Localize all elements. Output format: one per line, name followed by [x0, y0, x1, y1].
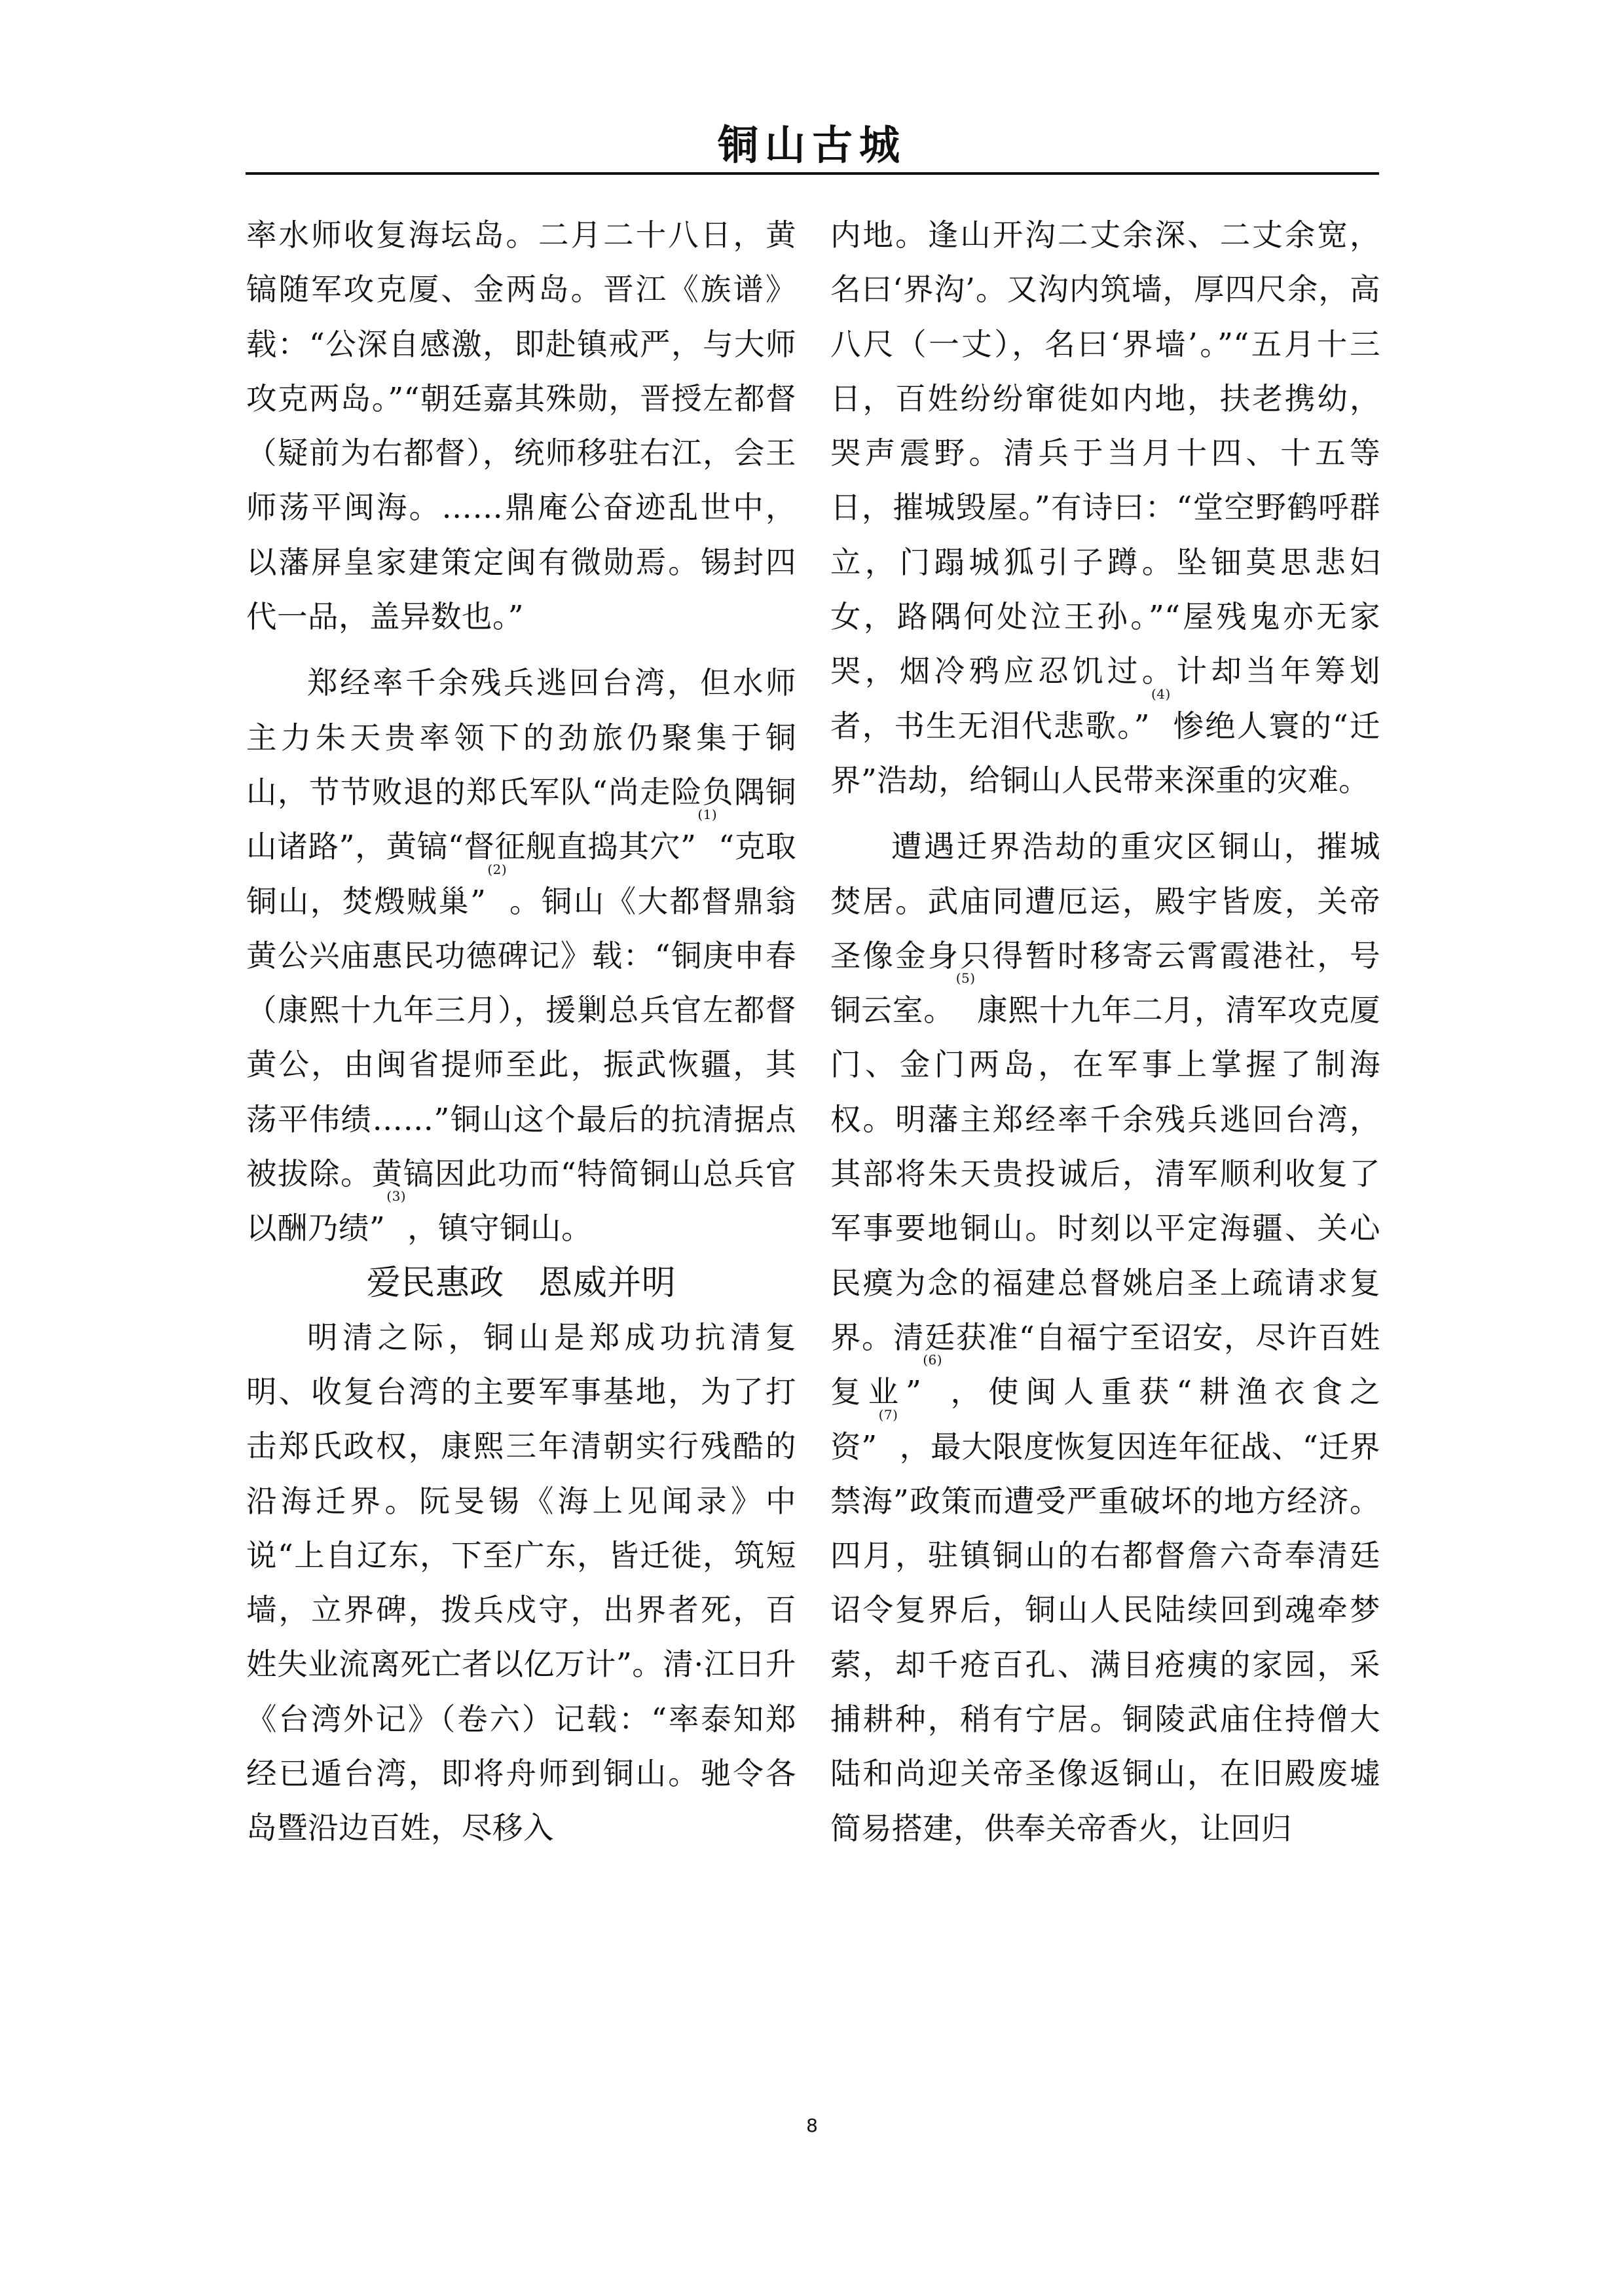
section-heading: 爱民惠政 恩威并明 [366, 1263, 676, 1303]
footnote-ref: (1) [697, 807, 718, 823]
footnote-ref: (3) [386, 1188, 407, 1205]
page-number: 8 [806, 2115, 818, 2136]
text-run: 内地。逢山开沟二丈余深、二丈余宽，名曰‘界沟’。又沟内筑墙，厚四尺余，高八尺（一丈），名曰‘界墙’。”“五月十三日，百姓纷纷窜徙如内地，扶老携幼，哭声震野。清兵于当月十四、十五等日，摧城毁屋。”有诗曰：“堂空野鹤呼群立，门蹋城狐引子蹲。坠钿莫思悲妇女，路隅何处泣王孙。”“屋残鬼亦无家哭，烟冷鸦应忍饥过。计却当年筹划者，书生无泪代悲歌。” [830, 217, 1380, 744]
footnote-ref: (6) [923, 1352, 943, 1368]
paragraph [246, 1311, 796, 1856]
right-column [830, 208, 1380, 1856]
left-column [246, 208, 796, 1856]
paragraph-continued [830, 208, 1380, 808]
text-run: ，使闽人重获“耕渔衣食之资” [830, 1374, 1380, 1465]
header-rule [246, 172, 1379, 175]
footnote-ref: (4) [1151, 685, 1171, 702]
text-run: 康熙十九年二月，清军攻克厦门、金门两岛，在军事上掌握了制海权。明藩主郑经率千余残兵逃回台湾，其部将朱天贵投诚后，清军顺利收复了军事要地铜山。时刻以平定海疆、关心民瘼为念的福建总督姚启圣上疏请求复界。清廷获准“自福宁至诏安，尽许百姓复业” [830, 993, 1381, 1410]
footnote-ref: (2) [487, 861, 507, 877]
text-run: 遭遇迁界浩劫的重灾区铜山，摧城焚居。武庙同遭厄运，殿宇皆废，关帝圣像金身只得暂时移寄云霄霞港社，号铜云室。 [830, 829, 1380, 1029]
footnote-ref: (5) [955, 970, 976, 987]
text-run: ，最大限度恢复因连年征战、“迁界禁海”政策而遭受严重破坏的地方经济。四月，驻镇铜山的右都督詹六奇奉清廷诏令复界后，铜山人民陆续回到魂牵梦萦，却千疮百孔、满目疮痍的家园，采捕耕种，稍有宁居。铜陵武庙住持僧大陆和尚迎关帝圣像返铜山，在旧殿废墟简易搭建，供奉关帝香火，让回归 [830, 1429, 1380, 1846]
text-run: 惨绝人寰的“迁界”浩劫，给铜山人民带来深重的灾难。 [830, 708, 1380, 798]
paragraph-continued [246, 208, 796, 644]
text-run: 明清之际，铜山是郑成功抗清复明、收复台湾的主要军事基地，为了打击郑氏政权，康熙三年清朝实行残酷的沿海迁界。阮旻锡《海上见闻录》中说“上自辽东，下至广东，皆迁徙，筑短墙，立界碑，拨兵戍守，出界者死，百姓失业流离死亡者以亿万计”。清·江日升《台湾外记》（卷六）记载：“率泰知郑经已遁台湾，即将舟师到铜山。驰令各岛暨沿边百姓，尽移入 [246, 1319, 796, 1846]
text-run: ，镇守铜山。 [407, 1211, 593, 1247]
paragraph [246, 656, 796, 1256]
running-header-title: 铜山古城 [717, 121, 906, 169]
text-run: “克取铜山，焚燬贼巢” [246, 829, 796, 919]
text-run: 郑经率千余残兵逃回台湾，但水师主力朱天贵率领下的劲旅仍聚集于铜山，节节败退的郑氏军队“尚走险负隅铜山诸路”，黄镐“督征舰直捣其穴” [246, 665, 796, 865]
footnote-ref: (7) [878, 1406, 898, 1423]
text-run: 。铜山《大都督鼎翁黄公兴庙惠民功德碑记》载：“铜庚申春（康熙十九年三月），援剿总兵官左都督黄公，由闽省提师至此，振武恢疆，其荡平伟绩……”铜山这个最后的抗清据点被拔除。黄镐因此功而“特简铜山总兵官以酬乃绩” [246, 883, 796, 1247]
paragraph [830, 820, 1380, 1856]
text-run: 率水师收复海坛岛。二月二十八日，黄镐随军攻克厦、金两岛。晋江《族谱》载：“公深自感激，即赴镇戒严，与大师攻克两岛。”“朝廷嘉其殊勋，晋授左都督（疑前为右都督），统师移驻右江，会王师荡平闽海。……鼎庵公奋迹乱世中，以藩屏皇家建策定闽有微勋焉。锡封四代一品，盖异数也。” [246, 217, 796, 635]
